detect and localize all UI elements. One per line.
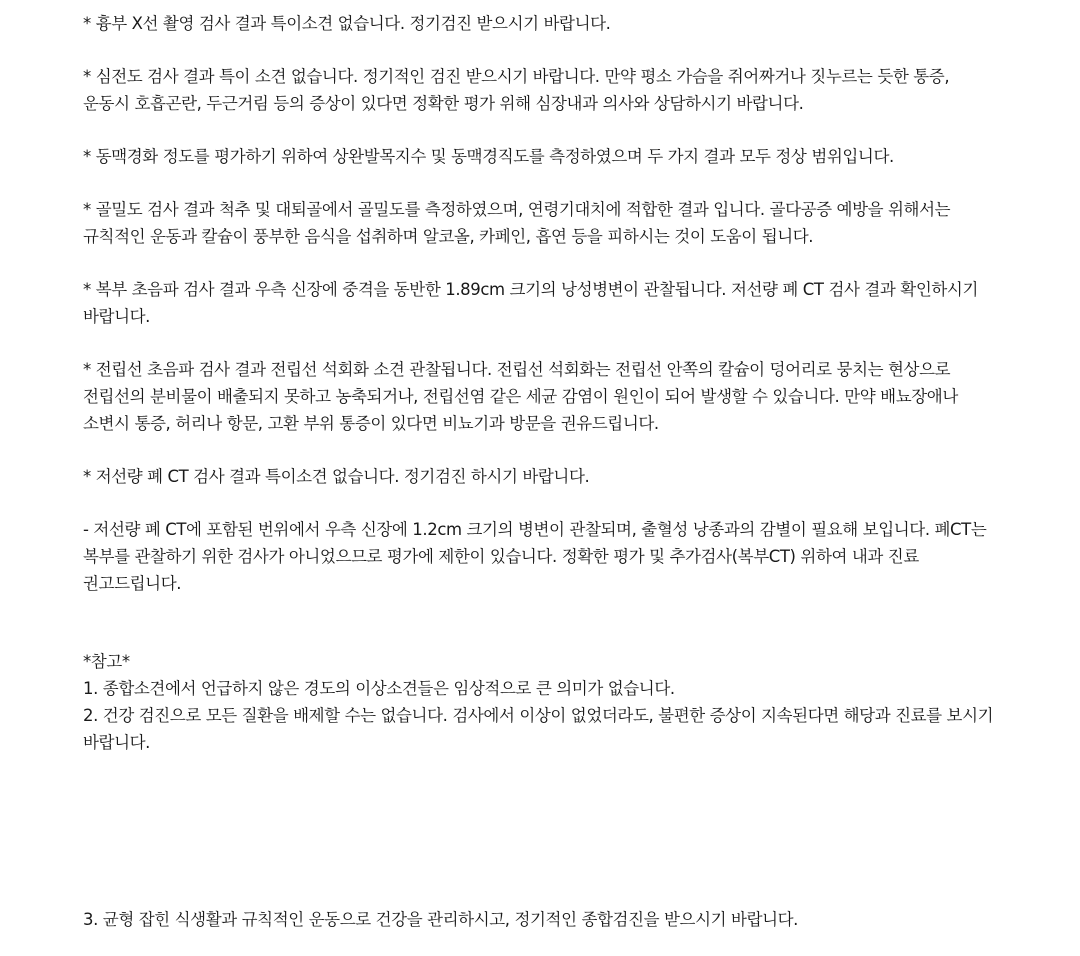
- section-spacer: [83, 597, 998, 625]
- findings-document: [83, 10, 998, 756]
- finding-abdominal-ultrasound: * 복부 초음파 검사 결과 우측 신장에 중격을 동반한 1.89cm 크기의 낭성병변이 관찰됩니다. 저선량 폐 CT 검사 결과 확인하시기 바랍니다.: [83, 280, 978, 326]
- notes-heading: *참고*: [83, 652, 130, 671]
- finding-prostate-ultrasound: * 전립선 초음파 검사 결과 전립선 석회화 소견 관찰됩니다. 전립선 석회화는 전립선 안쪽의 칼슘이 덩어리로 뭉치는 현상으로 전립선의 분비물이 배출되지 못하고 농축되거나, 전립선염 같은 세균 감염이 원인이 되어 발생할 수 있습니다. 만약 배뇨장애나 소변시 통증, 허리나 항문, 고환 부위 통증이 있다면 비뇨기과 방문을 권유드립니다.: [83, 360, 958, 433]
- finding-chest-xray: * 흉부 X선 촬영 검사 결과 특이소견 없습니다. 정기검진 받으시기 바랍니다.: [83, 14, 611, 33]
- notes-section: [83, 648, 998, 756]
- finding-low-dose-lung-ct: * 저선량 폐 CT 검사 결과 특이소견 없습니다. 정기검진 하시기 바랍니다.: [83, 467, 590, 486]
- finding-ecg: * 심전도 검사 결과 특이 소견 없습니다. 정기적인 검진 받으시기 바랍니다. 만약 평소 가슴을 쥐어짜거나 짓누르는 듯한 통증, 운동시 호흡곤란, 두근거림 등의 증상이 있다면 정확한 평가 위해 심장내과 의사와 상담하시기 바랍니다.: [83, 67, 950, 113]
- finding-bone-density: * 골밀도 검사 결과 척추 및 대퇴골에서 골밀도를 측정하였으며, 연령기대치에 적합한 결과 입니다. 골다공증 예방을 위해서는 규칙적인 운동과 칼슘이 풍부한 음식을 섭취하며 알코올, 카페인, 흡연 등을 피하시는 것이 도움이 됩니다.: [83, 200, 951, 246]
- note-item-1: 1. 종합소견에서 언급하지 않은 경도의 이상소견들은 임상적으로 큰 의미가 없습니다.: [83, 679, 675, 698]
- finding-arteriosclerosis: * 동맥경화 정도를 평가하기 위하여 상완발목지수 및 동맥경직도를 측정하였으며 두 가지 결과 모두 정상 범위입니다.: [83, 147, 894, 166]
- finding-lung-ct-renal-lesion: - 저선량 폐 CT에 포함된 번위에서 우측 신장에 1.2cm 크기의 병변이 관찰되며, 출혈성 낭종과의 감별이 필요해 보입니다. 폐CT는 복부를 관찰하기 위한 검사가 아니었으므로 평가에 제한이 있습니다. 정확한 평가 및 추가검사(복부CT) 위하여 내과 진료 권고드립니다.: [83, 520, 987, 593]
- note-item-2: 2. 건강 검진으로 모든 질환을 배제할 수는 없습니다. 검사에서 이상이 없었더라도, 불편한 증상이 지속된다면 해당과 진료를 보시기 바랍니다.: [83, 706, 994, 752]
- note-item-3: 3. 균형 잡힌 식생활과 규칙적인 운동으로 건강을 관리하시고, 정기적인 종합검진을 받으시기 바랍니다.: [83, 910, 799, 929]
